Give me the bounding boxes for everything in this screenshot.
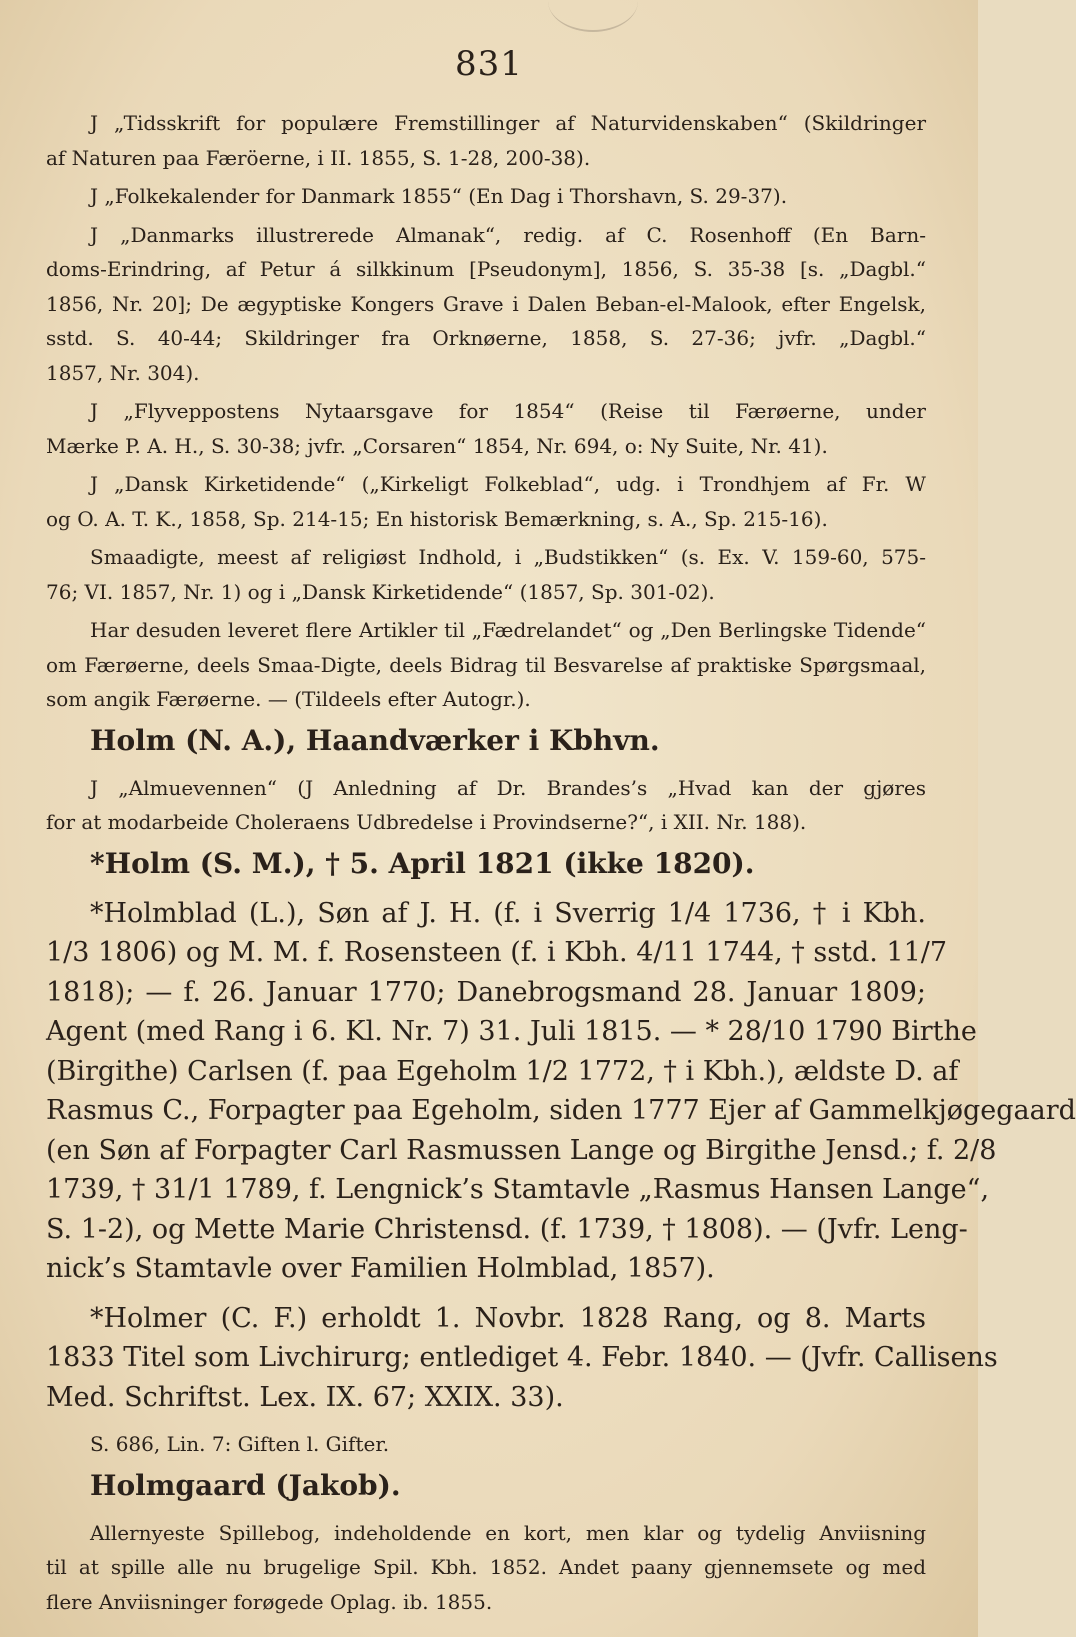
text-line: Agent (med Rang i 6. Kl. Nr. 7) 31. Juli 1815. — * 28/10 1790 Birthe xyxy=(46,1016,977,1047)
text-line: Med. Schriftst. Lex. IX. 67; XXIX. 33). xyxy=(46,1381,564,1413)
text-line: 1833 Titel som Livchirurg; entlediget 4. Febr. 1840. — (Jvfr. Callisens xyxy=(46,1342,998,1373)
text-line: flere Anviisninger forøgede Oplag. ib. 1855. xyxy=(46,1589,493,1614)
text-line: doms-Erindring, af Petur á silkkinum [Pseudonym], 1856, S. 35-38 [s. „Dagbl.“ xyxy=(46,257,926,281)
heading-line: Holmgaard (Jakob). xyxy=(90,1468,401,1502)
text-paragraph xyxy=(46,894,1076,1289)
text-line: S. 686, Lin. 7: Giften l. Gifter. xyxy=(90,1432,390,1456)
text-paragraph xyxy=(46,771,926,840)
page-number: 831 xyxy=(455,44,523,84)
entry-heading xyxy=(46,844,926,884)
text-line: Rasmus C., Forpagter paa Egeholm, siden 1777 Ejer af Gammelkjøgegaard xyxy=(46,1095,1076,1126)
text-paragraph xyxy=(46,1427,926,1462)
text-paragraph xyxy=(46,218,926,391)
text-line: J „Almuevennen“ (J Anledning af Dr. Brandes’s „Hvad kan der gjøres xyxy=(90,775,926,800)
text-line: til at spille alle nu brugelige Spil. Kbh. 1852. Andet paany gjennemsete og med xyxy=(46,1555,926,1579)
entry-heading xyxy=(46,1466,926,1506)
text-line: om Færøerne, deels Smaa-Digte, deels Bidrag til Besvarelse af praktiske Spørgsmaal, xyxy=(46,652,926,677)
text-line: af Naturen paa Færöerne, i II. 1855, S. 1-28, 200-38). xyxy=(46,145,591,170)
text-line: 1857, Nr. 304). xyxy=(46,360,200,385)
heading-line: Holm (N. A.), Haandværker i Kbhvn. xyxy=(90,723,660,757)
text-line: J „Tidsskrift for populære Fremstillinger af Naturvidenskaben“ (Skildringer xyxy=(90,111,926,135)
text-paragraph xyxy=(46,106,926,175)
spacer xyxy=(46,1619,926,1623)
text-paragraph xyxy=(46,613,926,717)
text-line: Allernyeste Spillebog, indeholdende en kort, men klar og tydelig Anviisning xyxy=(90,1520,926,1545)
heading-line: *Holm (S. M.), † 5. April 1821 (ikke 1820). xyxy=(90,846,755,880)
text-line: 76; VI. 1857, Nr. 1) og i „Dansk Kirketidende“ (1857, Sp. 301-02). xyxy=(46,579,715,604)
spacer xyxy=(46,884,926,894)
text-line: Har desuden leveret flere Artikler til „Fædrelandet“ og „Den Berlingske Tidende“ xyxy=(90,618,926,642)
text-line: 1856, Nr. 20]; De ægyptiske Kongers Grave i Dalen Beban-el-Malook, efter Engelsk, xyxy=(46,291,926,316)
text-line: Mærke P. A. H., S. 30-38; jvfr. „Corsaren“ 1854, Nr. 694, o: Ny Suite, Nr. 41). xyxy=(46,433,828,458)
spacer xyxy=(46,1506,926,1516)
text-line: S. 1-2), og Mette Marie Christensd. (f. 1739, † 1808). — (Jvfr. Leng- xyxy=(46,1213,968,1245)
text-line: J „Dansk Kirketidende“ („Kirkeligt Folkeblad“, udg. i Trondhjem af Fr. W xyxy=(90,472,926,496)
text-line: som angik Færøerne. — (Tildeels efter Autogr.). xyxy=(46,687,531,711)
text-paragraph xyxy=(46,394,926,463)
text-paragraph xyxy=(46,540,926,609)
text-line: nick’s Stamtavle over Familien Holmblad, 1857). xyxy=(46,1253,715,1284)
text-line: 1739, † 31/1 1789, f. Lengnick’s Stamtavle „Rasmus Hansen Lange“, xyxy=(46,1174,990,1205)
text-line: (Birgithe) Carlsen (f. paa Egeholm 1/2 1772, † i Kbh.), ældste D. af xyxy=(46,1055,959,1087)
text-line: for at modarbeide Choleraens Udbredelse i Provindserne?“, i XII. Nr. 188). xyxy=(46,810,807,834)
page-body xyxy=(46,106,1076,1623)
spacer xyxy=(46,1417,926,1427)
page-fold-mark xyxy=(548,0,638,32)
spacer xyxy=(46,1289,926,1299)
text-paragraph xyxy=(46,467,926,536)
text-paragraph xyxy=(46,1299,998,1418)
spacer xyxy=(46,761,926,771)
text-line: 1818); — f. 26. Januar 1770; Danebrogsmand 28. Januar 1809; xyxy=(46,976,926,1008)
text-line: og O. A. T. K., 1858, Sp. 214-15; En historisk Bemærkning, s. A., Sp. 215-16). xyxy=(46,506,828,531)
text-line: *Holmblad (L.), Søn af J. H. (f. i Sverrig 1/4 1736, † i Kbh. xyxy=(90,897,926,929)
text-paragraph xyxy=(46,179,926,214)
text-line: J „Flyveppostens Nytaarsgave for 1854“ (Reise til Færøerne, under xyxy=(90,399,926,423)
text-line: Smaadigte, meest af religiøst Indhold, i „Budstikken“ (s. Ex. V. 159-60, 575- xyxy=(90,545,926,569)
text-line: J „Danmarks illustrerede Almanak“, redig. af C. Rosenhoff (En Barn- xyxy=(90,222,926,247)
entry-heading xyxy=(46,721,926,761)
text-line: sstd. S. 40-44; Skildringer fra Orknøerne, 1858, S. 27-36; jvfr. „Dagbl.“ xyxy=(46,326,926,350)
text-line: *Holmer (C. F.) erholdt 1. Novbr. 1828 Rang, og 8. Marts xyxy=(90,1302,926,1334)
text-paragraph xyxy=(46,1516,926,1620)
text-line: J „Folkekalender for Danmark 1855“ (En Dag i Thorshavn, S. 29-37). xyxy=(90,184,788,208)
text-line: (en Søn af Forpagter Carl Rasmussen Lange og Birgithe Jensd.; f. 2/8 xyxy=(46,1134,997,1166)
text-line: 1/3 1806) og M. M. f. Rosensteen (f. i Kbh. 4/11 1744, † sstd. 11/7 xyxy=(46,937,948,968)
